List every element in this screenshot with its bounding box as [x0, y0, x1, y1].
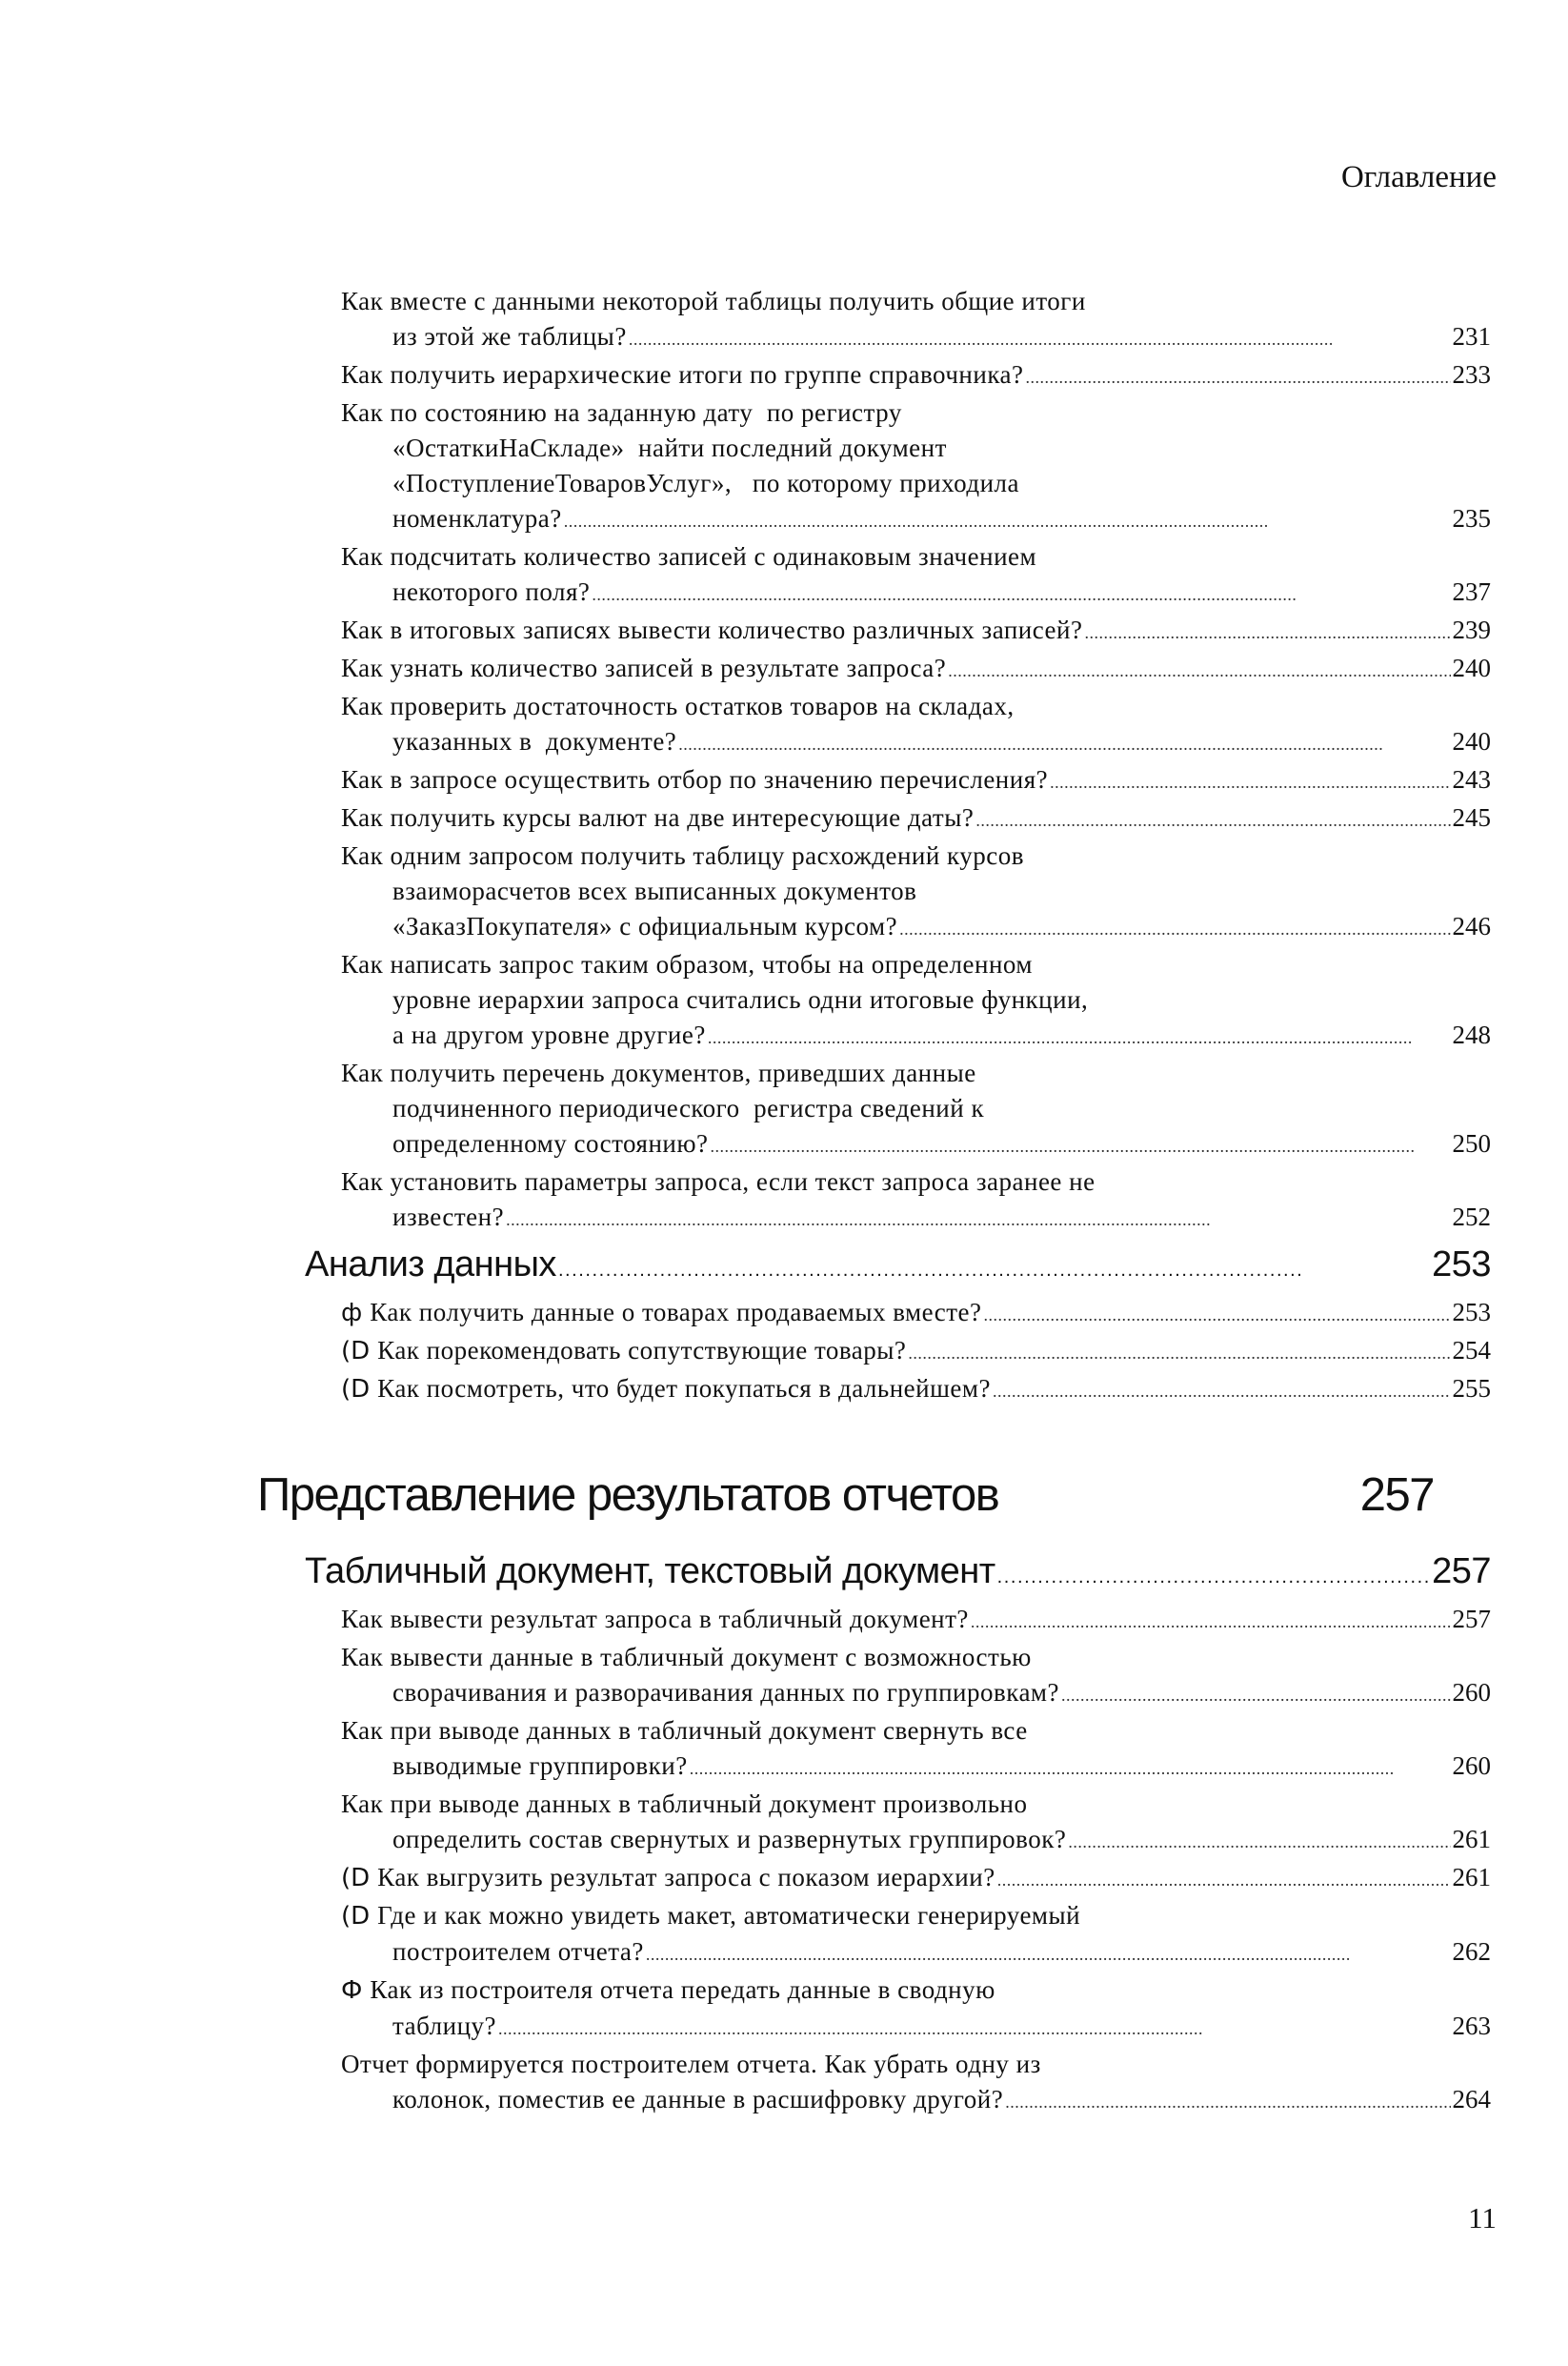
toc-entry[interactable] — [324, 1164, 1491, 1238]
toc-entry-line — [324, 1200, 1491, 1238]
toc-entry[interactable] — [324, 1602, 1491, 1640]
toc-entry-line — [324, 909, 1491, 947]
toc-entry-text: известен? — [392, 1203, 505, 1231]
toc-entry[interactable] — [324, 1295, 1491, 1333]
toc-entry-text: определенному состоянию? — [392, 1129, 709, 1158]
toc-entry[interactable] — [324, 1333, 1491, 1371]
dot-leader — [1026, 357, 1451, 395]
subsection-page: 257 — [1432, 1551, 1491, 1591]
toc-entry-page: 252 — [1452, 1203, 1491, 1231]
dot-leader — [708, 1018, 1451, 1056]
toc-entry-line — [324, 689, 1491, 724]
dot-leader — [1005, 2082, 1450, 2120]
dot-leader — [948, 651, 1450, 689]
toc-entry-text: Как одним запросом получить таблицу расхождений курсов — [341, 841, 1025, 870]
entry-marker-icon: (D — [341, 1337, 371, 1365]
toc-entry-line — [324, 284, 1491, 319]
toc-entry-text: некоторого поля? — [392, 577, 591, 606]
toc-entry-page: 257 — [1452, 1605, 1491, 1633]
toc-entry-text: Как проверить достаточность остатков товаров на складах, — [341, 692, 1015, 720]
entry-marker-icon: (D — [341, 1375, 371, 1404]
toc-entry-line — [324, 319, 1491, 357]
toc-entry[interactable] — [324, 800, 1491, 839]
toc-group-analysis — [324, 1295, 1491, 1409]
toc-entry-text: Как получить иерархические итоги по группе справочника? — [341, 360, 1024, 389]
toc-entry-line — [324, 762, 1491, 800]
toc-entry-page: 239 — [1452, 616, 1491, 644]
toc-entry[interactable] — [324, 395, 1491, 539]
toc-entry-text: «ОстаткиНаСкладе» найти последний документ — [392, 434, 947, 462]
toc-entry[interactable] — [324, 1860, 1491, 1898]
chapter-title: Представление результатов отчетов — [257, 1469, 999, 1521]
dot-leader — [899, 909, 1450, 947]
toc-entry-line — [324, 539, 1491, 575]
dot-leader — [592, 575, 1450, 613]
toc-entry-text: Как получить данные о товарах продаваемых вместе? — [370, 1298, 982, 1326]
toc-entry-text: Как порекомендовать сопутствующие товары? — [377, 1336, 907, 1365]
toc-entry-line — [324, 2082, 1491, 2120]
toc-entry-line — [324, 613, 1491, 651]
chapter-page: 257 — [1359, 1469, 1434, 1521]
toc-entry-line — [324, 1713, 1491, 1749]
toc-group-queries — [324, 284, 1491, 1238]
toc-entry-page: 261 — [1452, 1863, 1491, 1891]
toc-entry[interactable] — [324, 839, 1491, 947]
toc-entry-text: взаиморасчетов всех выписанных документов — [392, 877, 917, 905]
toc-entry-line — [324, 575, 1491, 613]
entry-marker-icon: ф — [341, 1299, 363, 1327]
toc-subsection-data-analysis[interactable] — [305, 1242, 1491, 1293]
toc-entry-text: Как вывести результат запроса в табличный документ? — [341, 1605, 969, 1633]
toc-entry-line — [324, 1822, 1491, 1860]
toc-entry-line — [324, 1787, 1491, 1822]
dot-leader — [711, 1126, 1451, 1164]
toc-entry-line — [324, 1091, 1491, 1126]
toc-entry-line — [324, 1333, 1491, 1371]
toc-entry[interactable] — [324, 539, 1491, 613]
toc-entry-line — [324, 501, 1491, 539]
toc-entry-text: Как получить перечень документов, приведших данные — [341, 1059, 976, 1087]
toc-entry-page: 262 — [1452, 1937, 1491, 1966]
toc-entry-text: «ПоступлениеТоваровУслуг», по которому приходила — [392, 469, 1019, 497]
toc-entry[interactable] — [324, 613, 1491, 651]
page-number: 11 — [1468, 2201, 1497, 2235]
entry-marker-icon: Ф — [341, 1976, 363, 2005]
toc-entry[interactable] — [324, 1898, 1491, 1972]
dot-leader — [971, 1602, 1451, 1640]
toc-chapter-reports[interactable] — [257, 1468, 1434, 1522]
toc-entry-line — [324, 651, 1491, 689]
toc-entry[interactable] — [324, 2047, 1491, 2120]
toc-entry[interactable] — [324, 284, 1491, 357]
toc-entry-line — [324, 1056, 1491, 1091]
dot-leader — [975, 800, 1450, 839]
toc-entry[interactable] — [324, 1713, 1491, 1787]
dot-leader — [678, 724, 1450, 762]
toc-entry-text: Как посмотреть, что будет покупаться в дальнейшем? — [377, 1374, 991, 1403]
toc-entry-text: построителем отчета? — [392, 1937, 644, 1966]
toc-entry-line — [324, 2009, 1491, 2047]
toc-entry-page: 233 — [1452, 360, 1491, 389]
toc-entry-line — [324, 1898, 1491, 1934]
dot-leader — [1050, 762, 1450, 800]
toc-entry-line — [324, 1018, 1491, 1056]
toc-entry-page: 231 — [1452, 322, 1491, 351]
dot-leader — [993, 1371, 1451, 1409]
toc-entry-text: Как написать запрос таким образом, чтобы на определенном — [341, 950, 1033, 979]
toc-entry-text: Как из построителя отчета передать данные в сводную — [370, 1975, 995, 2004]
toc-entry-text: Как получить курсы валют на две интересующие даты? — [341, 803, 975, 832]
dot-leader — [498, 2009, 1450, 2047]
dot-leader — [506, 1200, 1450, 1238]
toc-entry[interactable] — [324, 947, 1491, 1056]
toc-entry-page: 261 — [1452, 1825, 1491, 1853]
toc-entry-text: Как подсчитать количество записей с одинаковым значением — [341, 542, 1037, 571]
toc-entry-text: колонок, поместив ее данные в расшифровку другой? — [392, 2085, 1004, 2113]
toc-entry-line — [324, 1860, 1491, 1898]
toc-entry-line — [324, 947, 1491, 982]
toc-entry-page: 245 — [1452, 803, 1491, 832]
toc-subsection-spreadsheet[interactable] — [305, 1548, 1491, 1600]
toc-entry-text: подчиненного периодического регистра сведений к — [392, 1094, 985, 1122]
toc-entry-text: Как вывести данные в табличный документ с возможностью — [341, 1643, 1032, 1671]
subsection-title: Анализ данных — [305, 1244, 556, 1284]
entry-marker-icon: (D — [341, 1864, 371, 1892]
running-header: Оглавление — [1340, 160, 1497, 194]
toc-entry-page: 264 — [1452, 2085, 1491, 2113]
toc-entry-line — [324, 1164, 1491, 1200]
toc-entry-line — [324, 2047, 1491, 2082]
toc-entry-page: 246 — [1452, 912, 1491, 940]
toc-entry-line — [324, 1640, 1491, 1675]
toc-entry-text: номенклатура? — [392, 504, 562, 533]
toc-entry-text: указанных в документе? — [392, 727, 677, 756]
toc-entry-page: 235 — [1452, 504, 1491, 533]
toc-entry-line — [324, 357, 1491, 395]
toc-entry[interactable] — [324, 1371, 1491, 1409]
dot-leader — [997, 1548, 1430, 1600]
toc-entry-page: 243 — [1452, 765, 1491, 794]
toc-entry-line — [324, 395, 1491, 431]
toc-entry-page: 260 — [1452, 1751, 1491, 1780]
toc-entry-page: 254 — [1452, 1336, 1491, 1365]
toc-entry-text: Как в итоговых записях вывести количество различных записей? — [341, 616, 1083, 644]
dot-leader — [997, 1860, 1451, 1898]
toc-entry[interactable] — [324, 651, 1491, 689]
toc-entry[interactable] — [324, 1787, 1491, 1860]
subsection-title: Табличный документ, текстовый документ — [305, 1551, 995, 1591]
toc-entry-page: 253 — [1452, 1298, 1491, 1326]
dot-leader — [1061, 1675, 1451, 1713]
toc-entry-line — [324, 466, 1491, 501]
toc-entry-text: «ЗаказПокупателя» с официальным курсом? — [392, 912, 898, 940]
toc-entry-page: 248 — [1452, 1021, 1491, 1049]
toc-entry-text: Как при выводе данных в табличный документ произвольно — [341, 1790, 1028, 1818]
toc-entry-text: таблицу? — [392, 2012, 497, 2040]
dot-leader — [908, 1333, 1450, 1371]
table-of-contents — [257, 284, 1491, 2120]
toc-entry-text: Как узнать количество записей в результате запроса? — [341, 654, 947, 682]
toc-entry-page: 250 — [1452, 1129, 1491, 1158]
toc-entry-text: из этой же таблицы? — [392, 322, 627, 351]
toc-entry-text: Как в запросе осуществить отбор по значению перечисления? — [341, 765, 1049, 794]
toc-group-spreadsheet — [324, 1602, 1491, 2120]
toc-entry-text: определить состав свернутых и развернутых группировок? — [392, 1825, 1067, 1853]
toc-entry-page: 255 — [1452, 1374, 1491, 1403]
toc-entry-line — [324, 1675, 1491, 1713]
dot-leader — [558, 1242, 1430, 1293]
toc-entry-text: Как по состоянию на заданную дату по регистру — [341, 398, 902, 427]
toc-entry-text: выводимые группировки? — [392, 1751, 688, 1780]
toc-entry-text: Где и как можно увидеть макет, автоматически генерируемый — [377, 1901, 1081, 1930]
toc-entry[interactable] — [324, 689, 1491, 762]
toc-entry[interactable] — [324, 1972, 1491, 2047]
toc-entry-text: Отчет формируется построителем отчета. Как убрать одну из — [341, 2050, 1041, 2078]
toc-entry-text: а на другом уровне другие? — [392, 1021, 706, 1049]
toc-entry-line — [324, 839, 1491, 874]
toc-entry-line — [324, 431, 1491, 466]
toc-entry-line — [324, 874, 1491, 909]
dot-leader — [564, 501, 1451, 539]
toc-entry-text: Как вместе с данными некоторой таблицы получить общие итоги — [341, 287, 1086, 315]
toc-entry[interactable] — [324, 1056, 1491, 1164]
toc-entry-page: 240 — [1452, 654, 1491, 682]
dot-leader — [984, 1295, 1451, 1333]
toc-entry[interactable] — [324, 1640, 1491, 1713]
toc-entry-page: 260 — [1452, 1678, 1491, 1707]
toc-entry-page: 240 — [1452, 727, 1491, 756]
toc-entry-text: уровне иерархии запроса считались одни итоговые функции, — [392, 985, 1089, 1014]
toc-entry-text: Как при выводе данных в табличный документ свернуть все — [341, 1716, 1028, 1745]
dot-leader — [629, 319, 1451, 357]
dot-leader — [646, 1934, 1451, 1972]
toc-entry-line — [324, 1749, 1491, 1787]
subsection-page: 253 — [1432, 1244, 1491, 1284]
dot-leader — [1068, 1822, 1450, 1860]
toc-entry-line — [324, 1371, 1491, 1409]
toc-entry[interactable] — [324, 357, 1491, 395]
toc-entry[interactable] — [324, 762, 1491, 800]
toc-entry-line — [324, 1602, 1491, 1640]
toc-entry-text: Как выгрузить результат запроса с показом иерархии? — [377, 1863, 995, 1891]
toc-entry-line — [324, 1295, 1491, 1333]
toc-entry-line — [324, 982, 1491, 1018]
toc-entry-page: 263 — [1452, 2012, 1491, 2040]
toc-entry-line — [324, 800, 1491, 839]
toc-entry-line — [324, 1126, 1491, 1164]
entry-marker-icon: (D — [341, 1902, 371, 1931]
toc-entry-line — [324, 724, 1491, 762]
toc-entry-text: сворачивания и разворачивания данных по группировкам? — [392, 1678, 1059, 1707]
dot-leader — [690, 1749, 1451, 1787]
toc-entry-line — [324, 1934, 1491, 1972]
toc-entry-text: Как установить параметры запроса, если текст запроса заранее не — [341, 1167, 1096, 1196]
toc-entry-line — [324, 1972, 1491, 2009]
dot-leader — [1084, 613, 1450, 651]
toc-entry-page: 237 — [1452, 577, 1491, 606]
